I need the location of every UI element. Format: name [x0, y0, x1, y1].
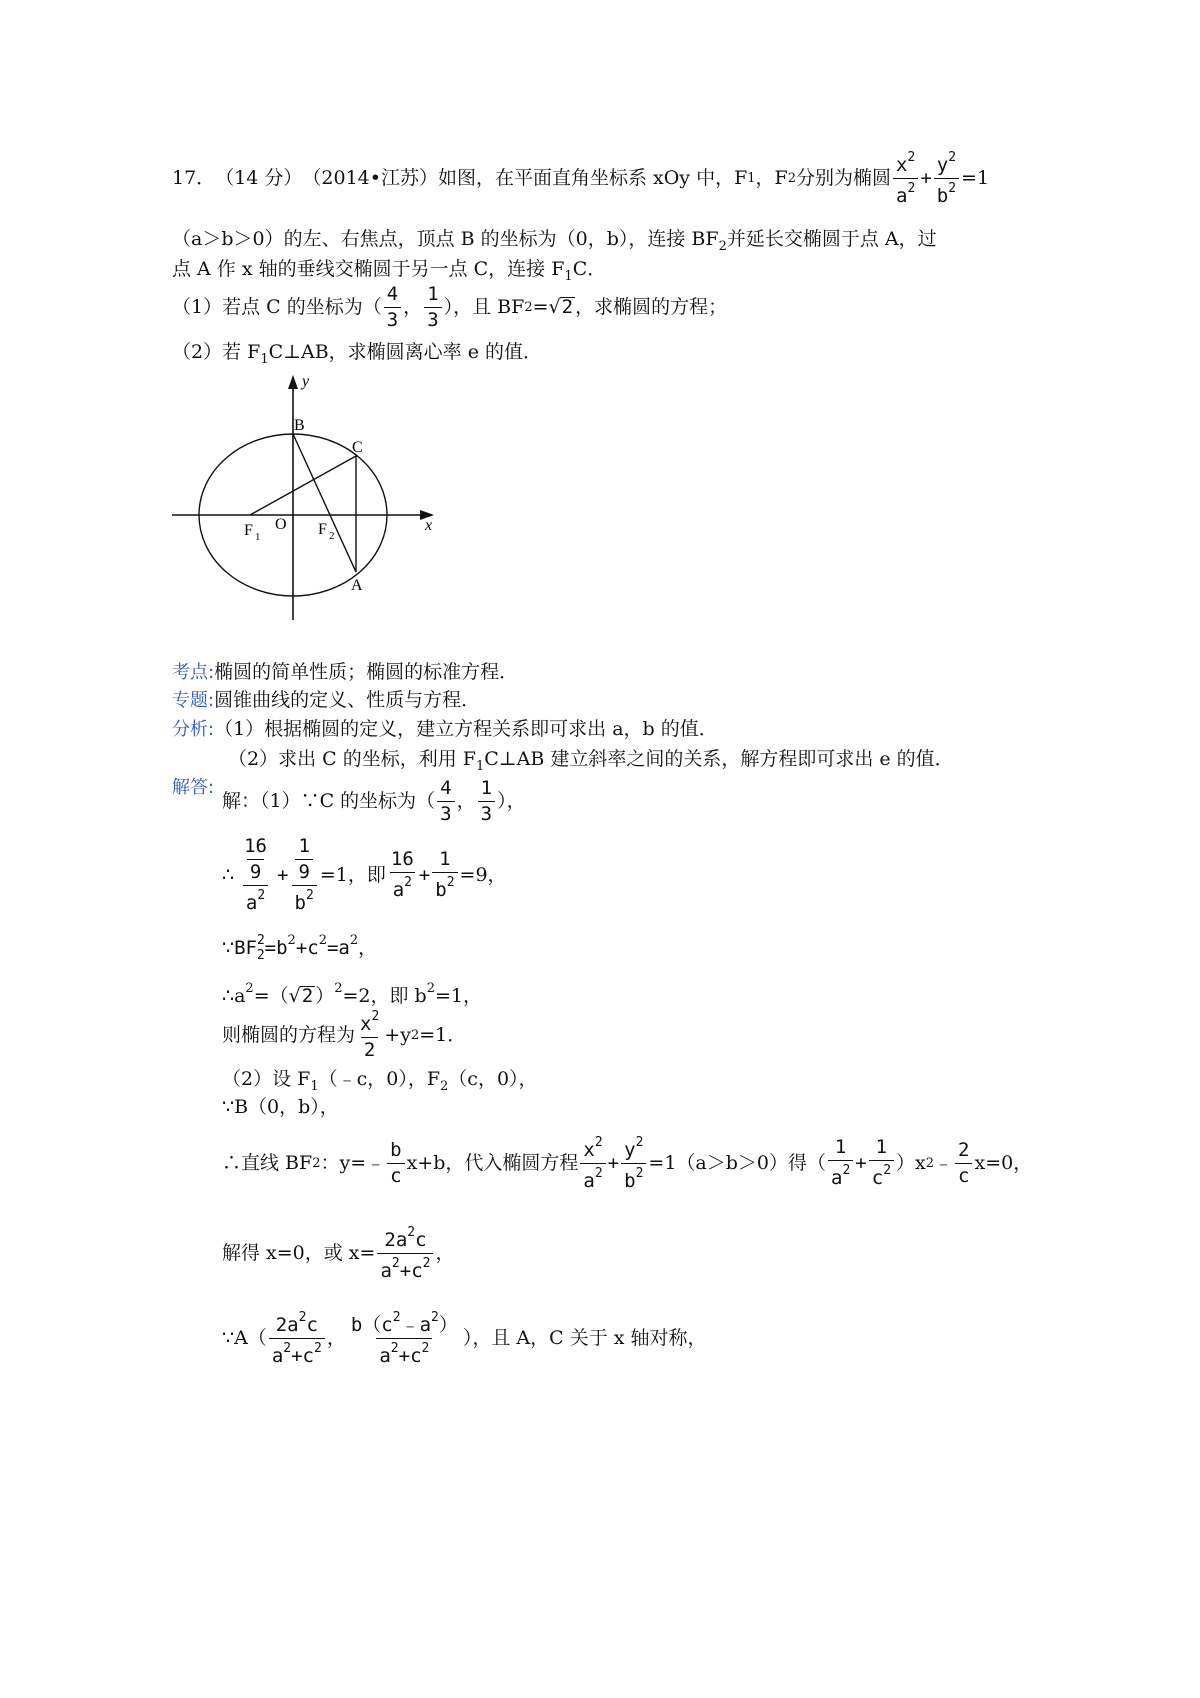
- ellipse-y-term: $\frac{y^2}{b^2}$: [934, 151, 959, 206]
- solution-step-10: ∵A（ $\frac{2a^2c}{a^2+c^2}$ ， $\frac{b(c^2﹣a^2)}{a^2+c^2}$ ），且 A，C 关于 x 轴对称，: [222, 1309, 707, 1367]
- label-B: B: [294, 417, 305, 434]
- problem-number: 17．: [172, 166, 216, 189]
- problem-stem: 如图，在平面直角坐标系 xOy 中，F: [437, 166, 748, 189]
- fenxi: 分析:（1）根据椭圆的定义，建立方程关系即可求出 a，b 的值．: [172, 718, 718, 740]
- label-C: C: [352, 439, 363, 456]
- label-F2-sub: 2: [329, 530, 335, 542]
- solution-step-6: （2）设 $F_1(﹣c$，0），$F_2(c$，0），: [222, 1068, 538, 1094]
- fenxi-2: （2）求出 C 的坐标，利用 $F_1C\perp AB$ 建立斜率之间的关系，解方程即可求出 e 的值．: [228, 748, 954, 774]
- solution-step-7: ∵B（0，b），: [222, 1096, 339, 1118]
- problem-line-2: （a＞b＞0）的左、右焦点，顶点 B 的坐标为（0，b），连接 $BF_2$并延长交椭圆于点 A，过: [172, 228, 937, 254]
- solution-step-9: 解得 x=0，或 x= $\frac{2a^2c}{a^2+c^2}$ ，: [222, 1224, 455, 1282]
- y-axis-arrow: [288, 375, 298, 389]
- kaodian-label: 考点:: [172, 662, 215, 683]
- fenxi-label: 分析:: [172, 719, 215, 740]
- question-1: （1）若点 C 的坐标为（ $\frac{4}{3}$ ， $\frac{1}{3}$ ），且 BF 2 = √ 2 ，求椭圆的方程；: [172, 282, 728, 331]
- label-F1-sub: 1: [255, 531, 261, 543]
- solution-step-8: ∴直线 BF 2 ：y=﹣ $\frac{b}{c}$ x+b，代入椭圆方程 $\frac{x^2}{a^2}$ + $\frac{y^2}{b^2}$ =1（a＞b＞0）得（ $\frac{1}{a^2}$ + $\frac{1}{c^2}$ ）x 2 ﹣ $\frac{2}{c}$ x=0，: [222, 1134, 1033, 1192]
- problem-score: （14 分）: [215, 166, 303, 189]
- jieda-label: 解答:: [172, 777, 215, 798]
- line-BA: [293, 434, 356, 572]
- label-y: y: [302, 373, 310, 390]
- label-A: A: [351, 577, 363, 594]
- problem-line-3: 点 A 作 x 轴的垂线交椭圆于另一点 C，连接 $F_1C$．: [172, 258, 607, 284]
- label-F2: F: [318, 521, 327, 538]
- label-F1: F: [244, 522, 253, 539]
- problem-line-1: 17． （14 分） （2014•江苏） 如图，在平面直角坐标系 xOy 中，F 1 ，F 2 分别为椭圆 $\frac{x^2}{a^2}$ + $\frac{y^2}{b^2}$ =1: [172, 149, 990, 207]
- problem-source: （2014•江苏）: [302, 166, 438, 189]
- zhuanti-label: 专题:: [172, 690, 215, 711]
- ellipse-x-term: $\frac{x^2}{a^2}$: [893, 151, 918, 206]
- solution-step-2: ∴ $\frac{\frac{16}{9}}{a^2}$ + $\frac{\frac{1}{9}}{b^2}$ =1，即 $\frac{16}{a^2}$ + $\frac{1}{b^2}$ =9，: [222, 835, 507, 914]
- solution-step-3: $\because BF^2_2=b^2+c^2=a^2$，: [222, 933, 378, 963]
- solution-step-5: 则椭圆的方程为 $\frac{x^2}{2}$ +y 2 =1．: [222, 1009, 467, 1061]
- line-F1C: [250, 456, 356, 515]
- label-x: x: [425, 517, 433, 534]
- label-O: O: [275, 516, 287, 533]
- question-2: （2）若 $F_1C\perp AB$，求椭圆离心率 e 的值．: [172, 341, 543, 367]
- solution-step-1: 解：（1）∵C 的坐标为（ $\frac{4}{3}$ ， $\frac{1}{3}$ ），: [222, 776, 526, 825]
- zhuanti: 专题:圆锥曲线的定义、性质与方程．: [172, 689, 481, 711]
- solution-step-4: $\therefore a^2=(√2$ ）$^2$=2，即 $b^2=1$，: [222, 981, 482, 1007]
- ellipse-figure: [170, 372, 450, 622]
- jieda: [172, 778, 214, 797]
- kaodian: 考点:椭圆的简单性质；椭圆的标准方程．: [172, 661, 519, 683]
